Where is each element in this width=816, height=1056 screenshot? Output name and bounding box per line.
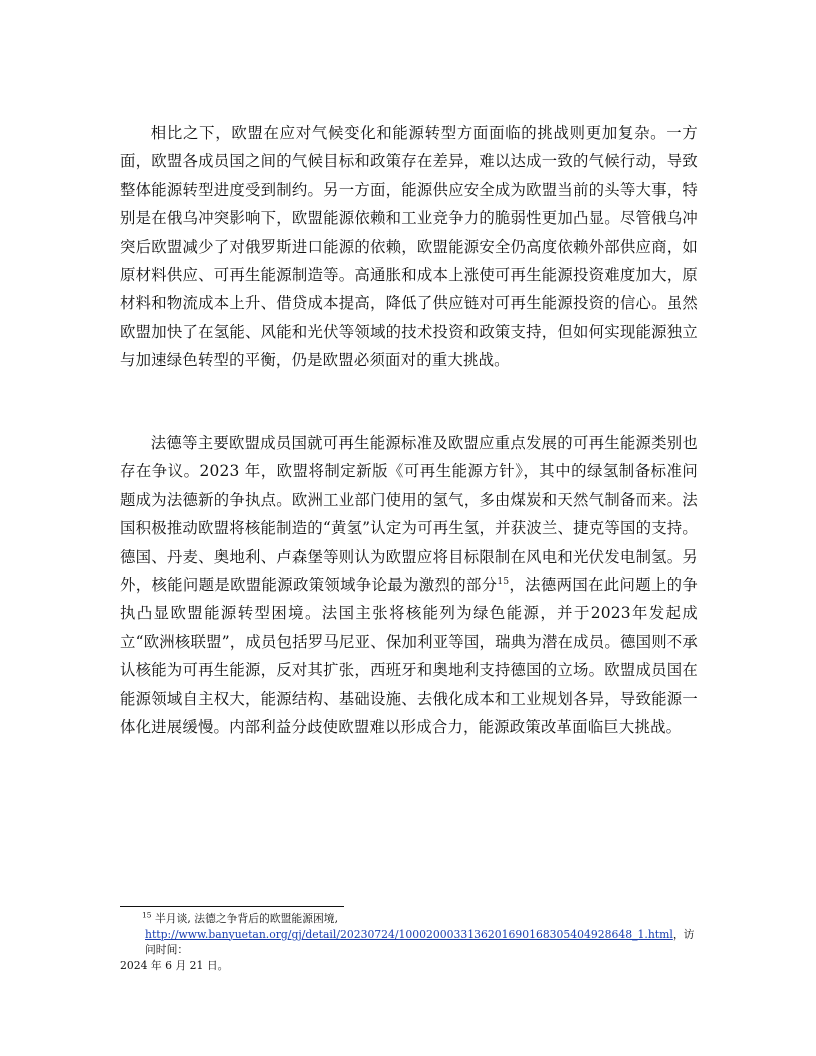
footnote xyxy=(120,911,705,973)
paragraph-text: 法德等主要欧盟成员国就可再生能源标准及欧盟应重点发展的可再生能源类别也存在争议。2023 年，欧盟将制定新版《可再生能源方针》，其中的绿氢制备标准问题成为法德新的争执点。欧洲工业部门使用的氢气，多由煤炭和天然气制备而来。法国积极推动欧盟将核能制造的“黄氢”认定为可再生氢，并获波兰、捷克等国的支持。德国、丹麦、奥地利、卢森堡等则认为欧盟应将目标限制在风电和光伏发电制氢。另外，核能问题是欧盟能源政策领域争论最为激烈的部分 xyxy=(120,434,698,595)
footnote-reference[interactable]: 15 xyxy=(497,576,510,587)
footnote-number: 15 xyxy=(142,910,152,920)
body-paragraph-eu-challenges xyxy=(120,119,698,375)
footnote-access-label: ，访问时间： xyxy=(145,927,695,956)
footnote-link[interactable]: http://www.banyuetan.org/gj/detail/20230724/1000200033136201690168305404928648_1.html xyxy=(145,927,673,941)
paragraph-text: ，法德两国在此问题上的争执凸显欧盟能源转型困境。法国主张将核能列为绿色能源，并于2023年发起成立“欧洲核联盟”，成员包括罗马尼亚、保加利亚等国，瑞典为潜在成员。德国则不承认核能为可再生能源，反对其扩张，西班牙和奥地利支持德国的立场。欧盟成员国在能源领域自主权大，能源结构、基础设施、去俄化成本和工业规划各异，导致能源一体化进展缓慢。内部利益分歧使欧盟难以形成合力，能源政策改革面临巨大挑战。 xyxy=(120,576,698,737)
paragraph-text: 相比之下，欧盟在应对气候变化和能源转型方面面临的挑战则更加复杂。一方面，欧盟各成员国之间的气候目标和政策存在差异，难以达成一致的气候行动，导致整体能源转型进度受到制约。另一方面，能源供应安全成为欧盟当前的头等大事，特别是在俄乌冲突影响下，欧盟能源依赖和工业竞争力的脆弱性更加凸显。尽管俄乌冲突后欧盟减少了对俄罗斯进口能源的依赖，欧盟能源安全仍高度依赖外部供应商，如原材料供应、可再生能源制造等。高通胀和成本上涨使可再生能源投资难度加大，原材料和物流成本上升、借贷成本提高，降低了供应链对可再生能源投资的信心。虽然欧盟加快了在氢能、风能和光伏等领域的技术投资和政策支持，但如何实现能源独立与加速绿色转型的平衡，仍是欧盟必须面对的重大挑战。 xyxy=(120,124,698,370)
footnote-source-line xyxy=(120,911,705,927)
footnote-source-title: 半月谈, 法德之争背后的欧盟能源困境, xyxy=(154,912,339,925)
footnote-link-line xyxy=(120,927,705,958)
body-paragraph-france-germany-dispute xyxy=(120,429,698,741)
footnote-separator xyxy=(120,906,344,907)
footnote-access-date: 2024 年 6 月 21 日。 xyxy=(120,958,229,972)
